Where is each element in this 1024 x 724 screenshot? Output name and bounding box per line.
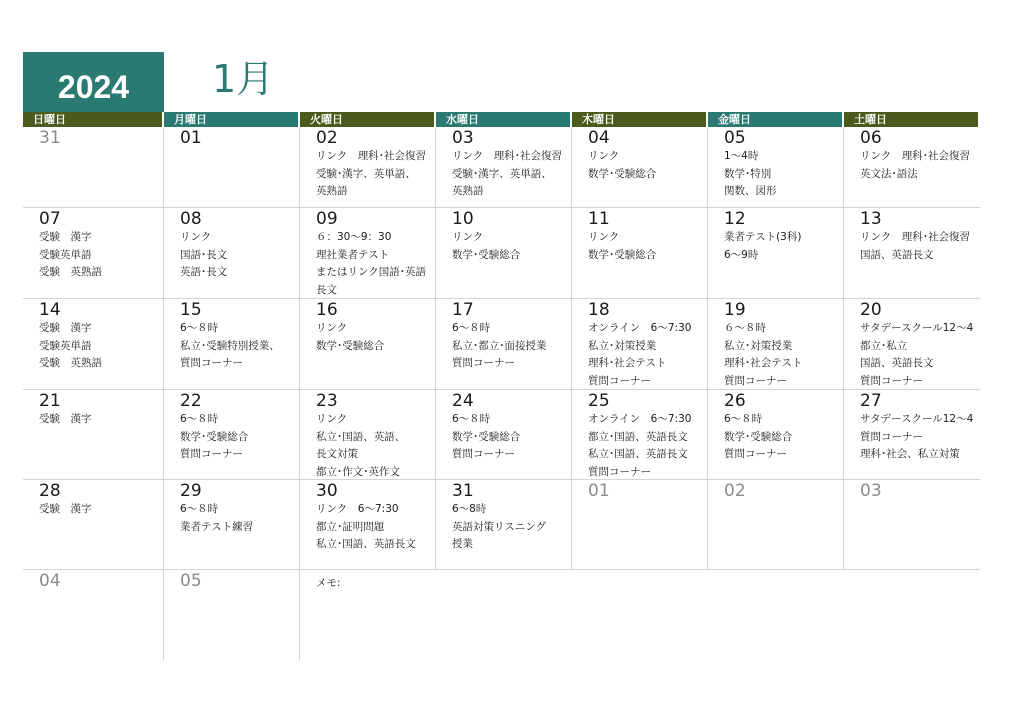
day-cell[interactable] <box>708 208 844 298</box>
event-line: 質問コーナー <box>452 357 515 369</box>
day-number: 15 <box>180 300 202 320</box>
day-cell[interactable] <box>436 208 572 298</box>
event-line: 6～８時 <box>180 322 219 334</box>
day-number: 02 <box>724 481 746 501</box>
event-line: 質問コーナー <box>180 357 243 369</box>
day-cell[interactable] <box>572 390 708 479</box>
day-number: 07 <box>39 209 61 229</box>
event-line: 質問コーナー <box>860 374 923 387</box>
event-line: サタデースクール12～4 <box>860 322 974 334</box>
day-cell[interactable] <box>164 390 300 479</box>
week-row <box>23 208 980 299</box>
event-line: 受験 英熟語 <box>39 357 102 369</box>
event-line: 都立･私立 <box>860 339 908 352</box>
event-line: 質問コーナー <box>860 430 923 443</box>
year-label: 2024 <box>23 52 164 112</box>
event-line: 数学･受験総合 <box>588 167 657 180</box>
day-number: 22 <box>180 391 202 411</box>
event-line: 私立･国語、英語、 <box>316 430 406 443</box>
day-number: 30 <box>316 481 338 501</box>
day-number: 04 <box>39 571 61 591</box>
day-cell[interactable] <box>23 480 164 569</box>
event-line: 受験英単語 <box>39 248 92 261</box>
event-line: 理科･社会、私立対策 <box>860 448 960 460</box>
day-cell[interactable] <box>164 208 300 298</box>
event-line: 長文対策 <box>316 448 358 460</box>
event-line: 6～８時 <box>452 322 491 334</box>
day-number: 05 <box>180 571 202 591</box>
event-line: 受験･漢字、英単語、 <box>316 167 416 180</box>
event-line: リンク <box>316 322 348 334</box>
day-number: 01 <box>588 481 610 501</box>
event-line: 質問コーナー <box>452 448 515 460</box>
day-cell[interactable] <box>436 390 572 479</box>
day-cell[interactable] <box>164 299 300 389</box>
day-number: 26 <box>724 391 746 411</box>
day-number: 28 <box>39 481 61 501</box>
weekday-header-0: 日曜日 <box>23 112 164 127</box>
day-number: 27 <box>860 391 882 411</box>
day-number: 18 <box>588 300 610 320</box>
event-line: 6～８時 <box>180 503 219 515</box>
day-cell[interactable] <box>164 570 300 660</box>
day-number: 02 <box>316 128 338 148</box>
day-cell[interactable] <box>300 299 436 389</box>
event-line: 数学･受験総合 <box>316 339 385 352</box>
event-line: 数学･受験総合 <box>452 430 521 443</box>
event-line: 私立･受験特別授業、 <box>180 339 280 352</box>
day-number: 05 <box>724 128 746 148</box>
event-line: 質問コーナー <box>724 448 787 460</box>
day-cell[interactable] <box>708 480 844 569</box>
day-cell[interactable] <box>164 127 300 207</box>
event-line: リンク <box>452 231 484 243</box>
event-line: オンライン 6～7:30 <box>588 413 692 425</box>
event-line: 質問コーナー <box>588 374 651 387</box>
day-cell[interactable] <box>572 127 708 207</box>
event-line: 都立･作文･英作文 <box>316 465 400 478</box>
event-line: 受験 漢字 <box>39 503 92 515</box>
day-number: 03 <box>860 481 882 501</box>
event-line: 受験 英熟語 <box>39 266 102 278</box>
event-line: 理科･社会テスト <box>724 357 803 369</box>
day-number: 21 <box>39 391 61 411</box>
event-line: リンク <box>588 231 620 243</box>
event-line: リンク 6～7:30 <box>316 503 399 515</box>
event-line: 英文法･語法 <box>860 167 918 180</box>
calendar-weeks <box>23 127 980 570</box>
event-line: 6～８時 <box>452 413 491 425</box>
event-line: リンク 理科･社会復習 <box>316 150 427 162</box>
day-number: 25 <box>588 391 610 411</box>
day-cell[interactable] <box>844 299 980 389</box>
day-cell[interactable] <box>844 480 980 569</box>
day-cell[interactable] <box>300 127 436 207</box>
event-line: リンク 理科･社会復習 <box>860 231 971 243</box>
event-line: 質問コーナー <box>588 465 651 478</box>
month-title: 1月 <box>212 57 275 101</box>
calendar-grid <box>23 112 980 672</box>
week-row <box>23 480 980 570</box>
day-number: 17 <box>452 300 474 320</box>
event-line: リンク <box>316 413 348 425</box>
day-number: 03 <box>452 128 474 148</box>
event-line: リンク 理科･社会復習 <box>452 150 563 162</box>
day-number: 19 <box>724 300 746 320</box>
event-line: 受験 漢字 <box>39 413 92 425</box>
event-line: 受験 漢字 <box>39 322 92 334</box>
day-number: 09 <box>316 209 338 229</box>
event-line: 英語･長文 <box>180 266 228 278</box>
day-number: 16 <box>316 300 338 320</box>
event-line: 業者テスト練習 <box>180 520 254 533</box>
event-line: 国語･長文 <box>180 248 228 261</box>
event-line: 私立･対策授業 <box>588 339 657 352</box>
day-cell[interactable] <box>572 208 708 298</box>
day-number: 14 <box>39 300 61 320</box>
event-line: ６～８時 <box>724 322 766 334</box>
event-line: 英熟語 <box>452 185 484 197</box>
day-cell[interactable] <box>23 570 164 660</box>
event-line: 国語、英語長文 <box>860 357 934 369</box>
event-line: サタデースクール12～4 <box>860 413 974 425</box>
event-line: リンク <box>588 150 620 162</box>
event-line: 長文 <box>316 283 337 296</box>
event-line: 受験 漢字 <box>39 231 92 243</box>
day-cell[interactable] <box>844 208 980 298</box>
event-line: 私立･国語、英語長文 <box>316 538 416 550</box>
calendar-last-row <box>23 570 980 660</box>
weekday-header-2: 火曜日 <box>300 112 436 127</box>
event-line: ６：30～9：30 <box>316 231 392 243</box>
day-number: 04 <box>588 128 610 148</box>
event-line: 都立･国語、英語長文 <box>588 430 688 443</box>
event-line: リンク 理科･社会復習 <box>860 150 971 162</box>
day-cell[interactable] <box>23 390 164 479</box>
event-line: 授業 <box>452 538 473 550</box>
weekday-header <box>23 112 980 127</box>
day-number: 01 <box>180 128 202 148</box>
event-line: 1～4時 <box>724 150 759 162</box>
day-number: 11 <box>588 209 610 229</box>
week-row <box>23 390 980 480</box>
day-number: 13 <box>860 209 882 229</box>
day-number: 12 <box>724 209 746 229</box>
event-line: またはリンク国語･英語 <box>316 266 427 278</box>
event-line: 数学･特別 <box>724 167 772 180</box>
day-number: 31 <box>452 481 474 501</box>
week-row <box>23 299 980 390</box>
event-line: 理社業者テスト <box>316 248 390 261</box>
event-line: 英語対策リスニング <box>452 520 547 533</box>
day-number: 06 <box>860 128 882 148</box>
event-line: リンク <box>180 231 212 243</box>
event-line: 私立･対策授業 <box>724 339 793 352</box>
event-line: 6～８時 <box>180 413 219 425</box>
weekday-header-3: 水曜日 <box>436 112 572 127</box>
event-line: 6～9時 <box>724 248 759 261</box>
event-line: 都立･証明問題 <box>316 520 385 533</box>
day-cell[interactable] <box>164 480 300 569</box>
event-line: 私立･国語、英語長文 <box>588 448 688 460</box>
day-cell[interactable] <box>23 127 164 207</box>
day-number: 08 <box>180 209 202 229</box>
event-line: 受験･漢字、英単語、 <box>452 167 552 180</box>
event-line: 受験英単語 <box>39 339 92 352</box>
event-line: 英熟語 <box>316 185 348 197</box>
day-cell[interactable] <box>436 480 572 569</box>
day-cell[interactable] <box>844 390 980 479</box>
day-cell[interactable] <box>436 299 572 389</box>
week-row <box>23 127 980 208</box>
day-cell[interactable] <box>572 480 708 569</box>
weekday-header-6: 土曜日 <box>844 112 980 127</box>
day-cell[interactable] <box>300 480 436 569</box>
event-line: 数学･受験総合 <box>724 430 793 443</box>
day-cell[interactable] <box>436 127 572 207</box>
event-line: 理科･社会テスト <box>588 357 667 369</box>
weekday-header-1: 月曜日 <box>164 112 300 127</box>
day-cell[interactable] <box>708 299 844 389</box>
day-cell[interactable] <box>300 390 436 479</box>
event-line: 質問コーナー <box>180 448 243 460</box>
day-cell[interactable] <box>708 390 844 479</box>
day-number: 31 <box>39 128 61 148</box>
event-line: 6～8時 <box>452 503 487 515</box>
memo-area[interactable] <box>300 570 980 660</box>
event-line: 私立･都立･面接授業 <box>452 339 547 352</box>
event-line: 業者テスト(3科) <box>724 231 802 243</box>
event-line: 関数、図形 <box>724 185 777 197</box>
event-line: オンライン 6～7:30 <box>588 322 692 334</box>
event-line: 数学･受験総合 <box>180 430 249 443</box>
day-number: 24 <box>452 391 474 411</box>
event-line: 6～８時 <box>724 413 763 425</box>
day-cell[interactable] <box>572 299 708 389</box>
memo-label: メモ: <box>316 577 341 589</box>
day-cell[interactable] <box>300 208 436 298</box>
day-number: 20 <box>860 300 882 320</box>
day-cell[interactable] <box>23 208 164 298</box>
day-cell[interactable] <box>23 299 164 389</box>
day-number: 29 <box>180 481 202 501</box>
event-line: 質問コーナー <box>724 374 787 387</box>
event-line: 数学･受験総合 <box>452 248 521 261</box>
day-cell[interactable] <box>844 127 980 207</box>
event-line: 数学･受験総合 <box>588 248 657 261</box>
event-line: 国語、英語長文 <box>860 248 934 261</box>
day-cell[interactable] <box>708 127 844 207</box>
day-number: 10 <box>452 209 474 229</box>
day-number: 23 <box>316 391 338 411</box>
weekday-header-5: 金曜日 <box>708 112 844 127</box>
weekday-header-4: 木曜日 <box>572 112 708 127</box>
